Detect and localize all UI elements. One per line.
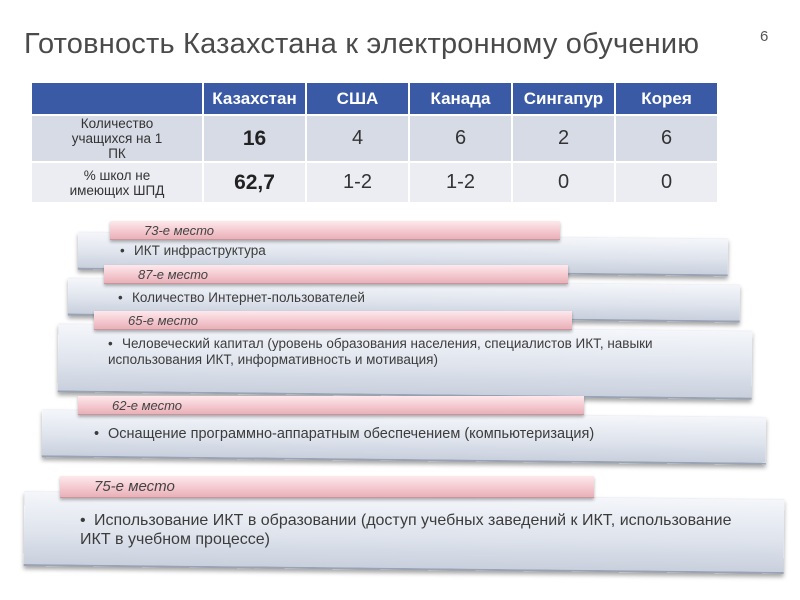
table-row [32,115,718,162]
table-cell: 1-2 [306,162,409,202]
table-cell: 6 [615,115,718,162]
slide-number: 6 [760,28,769,45]
ranking-text [94,426,614,443]
ranking-text [80,511,740,549]
ranking-place: 73-е место [110,221,560,240]
ranking-place: 65-е место [94,311,572,330]
ranking-place: 75-е место [60,476,594,498]
table-cell: 16 [203,115,306,162]
ranking-text-value: Человеческий капитал (уровень образования населения, специалистов ИКТ, навыки использования ИКТ, информативность и мотивация) [108,336,653,368]
ranking-text [108,336,708,368]
table-corner-cell [32,83,203,115]
table-cell: 1-2 [409,162,512,202]
ranking-text [120,243,266,259]
ranking-text [118,290,365,306]
ranking-text-value: Количество Интернет-пользователей [132,290,365,305]
bullet-icon: • [94,426,100,442]
row-label [32,162,203,202]
column-header: Сингапур [512,83,615,115]
table-cell: 0 [615,162,718,202]
bullet-icon: • [118,290,123,305]
row-label-text: % школ не имеющих ШПД [69,167,165,198]
comparison-table [32,83,719,202]
page-title: Готовность Казахстана к электронному обучению [24,28,700,60]
ranking-text-value: ИКТ инфраструктура [134,243,266,258]
ranking-text-value: Оснащение программно-аппаратным обеспечением (компьютеризация) [108,426,595,442]
column-header: Канада [409,83,512,115]
table-row [32,162,718,202]
table-cell: 6 [409,115,512,162]
ranking-place: 87-е место [104,265,568,284]
table-header-row [32,83,718,115]
column-header: Казахстан [203,83,306,115]
table-cell: 0 [512,162,615,202]
ranking-text-value: Использование ИКТ в образовании (доступ учебных заведений к ИКТ, использование ИКТ в учебном процессе) [80,512,732,549]
table-cell: 2 [512,115,615,162]
bullet-icon: • [80,512,86,529]
ranking-place: 62-е место [78,396,584,415]
bullet-icon: • [120,243,125,258]
table-cell: 62,7 [203,162,306,202]
column-header: США [306,83,409,115]
row-label [32,115,203,162]
bullet-icon: • [108,336,113,351]
row-label-text: Количество учащихся на 1 ПК [71,116,163,161]
column-header: Корея [615,83,718,115]
table-cell: 4 [306,115,409,162]
